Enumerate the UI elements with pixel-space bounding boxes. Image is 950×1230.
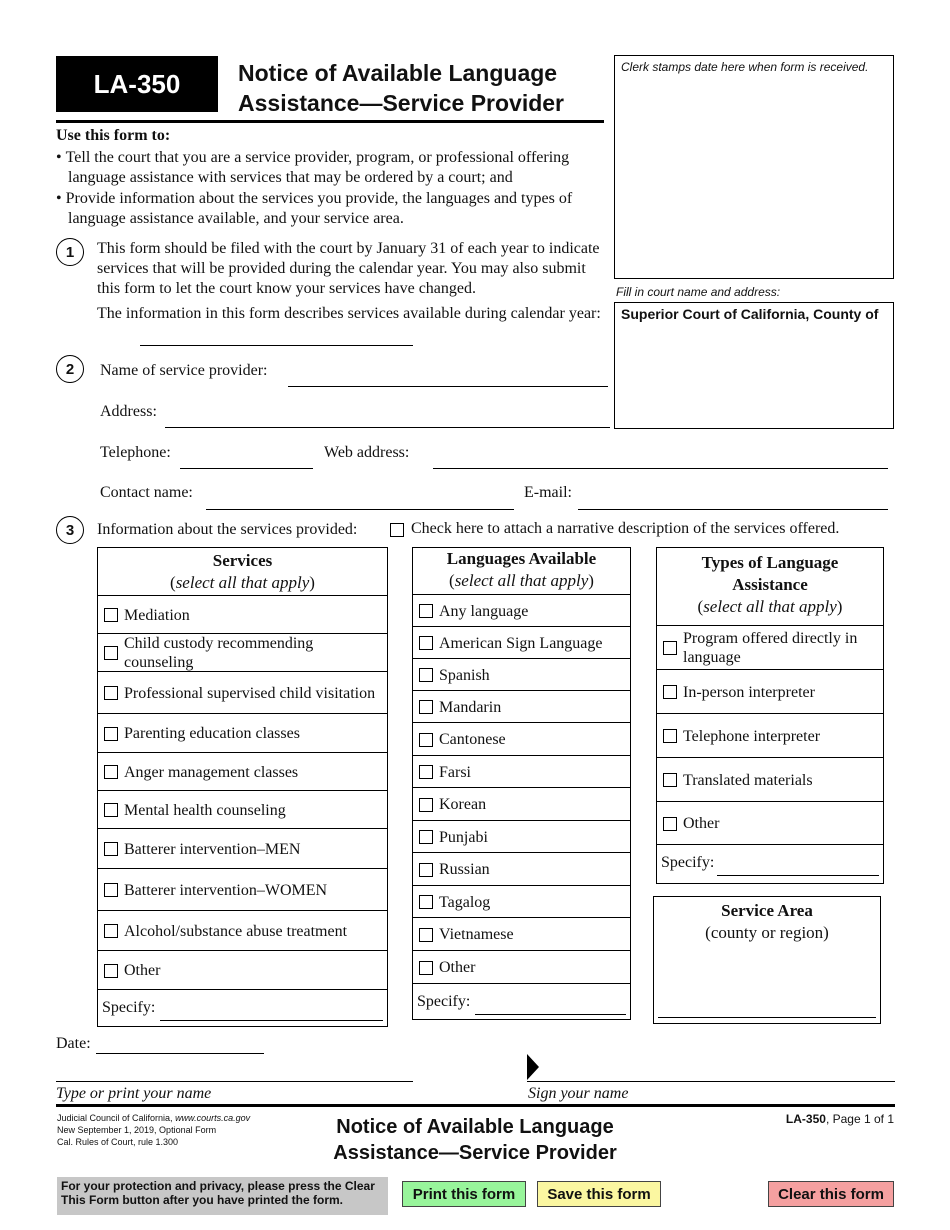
signature-caption: Sign your name [528, 1085, 629, 1102]
languages-checkbox[interactable] [419, 830, 433, 844]
item-2-number: 2 [56, 355, 84, 383]
services-checkbox[interactable] [104, 727, 118, 741]
services-checkbox[interactable] [104, 883, 118, 897]
services-checkbox[interactable] [104, 686, 118, 700]
title-divider [56, 120, 604, 123]
languages-checkbox[interactable] [419, 604, 433, 618]
services-row [98, 828, 387, 869]
print-name-input[interactable] [56, 1081, 413, 1082]
services-specify-input[interactable] [160, 1020, 383, 1021]
languages-row [413, 690, 630, 723]
footer-page: LA-350, Page 1 of 1 [785, 1112, 894, 1126]
languages-checkbox[interactable] [419, 765, 433, 779]
clerk-stamp-box [614, 55, 894, 279]
email-input[interactable] [578, 509, 888, 510]
services-row [98, 633, 387, 672]
types-specify-input[interactable] [717, 875, 879, 876]
signature-arrow-icon [527, 1054, 539, 1080]
types-option-label: Translated materials [683, 771, 813, 789]
footer-divider [56, 1104, 895, 1107]
languages-checkbox[interactable] [419, 961, 433, 975]
languages-checkbox[interactable] [419, 863, 433, 877]
languages-row [413, 658, 630, 691]
telephone-label: Telephone: [100, 444, 171, 461]
service-area-header: Service Area (county or region) [705, 901, 829, 942]
services-row [98, 713, 387, 753]
services-option-label: Mental health counseling [124, 801, 286, 819]
languages-option-label: Vietnamese [439, 926, 514, 943]
languages-checkbox[interactable] [419, 928, 433, 942]
types-row [657, 669, 883, 714]
address-input[interactable] [165, 427, 610, 428]
languages-checkbox[interactable] [419, 798, 433, 812]
services-row [98, 868, 387, 911]
services-row [98, 910, 387, 951]
services-header: Services (select all that apply) [170, 551, 315, 592]
languages-row [413, 594, 630, 627]
services-option-label: Professional supervised child visitation [124, 684, 376, 702]
services-checkbox[interactable] [104, 803, 118, 817]
languages-table [412, 547, 631, 1020]
services-option-label: Mediation [124, 606, 190, 624]
print-name-caption: Type or print your name [56, 1085, 212, 1102]
languages-option-label: Cantonese [439, 731, 506, 748]
languages-row [413, 820, 630, 853]
contact-name-input[interactable] [206, 509, 514, 510]
item-1-year-label: The information in this form describes services available during calendar year: [97, 305, 601, 322]
services-checkbox[interactable] [104, 608, 118, 622]
languages-row [413, 626, 630, 659]
types-table [656, 547, 884, 884]
web-address-input[interactable] [433, 468, 888, 469]
item-3-label: Information about the services provided: [97, 521, 358, 538]
services-option-label: Batterer intervention–WOMEN [124, 881, 328, 899]
languages-row [413, 787, 630, 821]
provider-name-label: Name of service provider: [100, 362, 268, 379]
languages-option-label: Tagalog [439, 893, 491, 911]
signature-input[interactable] [527, 1081, 895, 1082]
languages-option-label: American Sign Language [439, 634, 603, 652]
calendar-year-input[interactable] [140, 345, 413, 346]
services-option-label: Batterer intervention–MEN [124, 840, 301, 858]
telephone-input[interactable] [180, 468, 313, 469]
languages-header: Languages Available (select all that apply) [446, 549, 597, 590]
service-area-box [653, 896, 881, 1024]
languages-option-label: Any language [439, 602, 529, 620]
types-row [657, 625, 883, 670]
service-area-input[interactable] [658, 1017, 876, 1018]
languages-option-label: Punjabi [439, 828, 488, 846]
form-number-badge: LA-350 [56, 56, 218, 112]
languages-row [413, 950, 630, 984]
types-checkbox[interactable] [663, 641, 677, 655]
languages-row [413, 917, 630, 951]
clerk-note: Clerk stamps date here when form is received. [621, 60, 869, 74]
languages-specify-input[interactable] [475, 1014, 626, 1015]
types-checkbox[interactable] [663, 729, 677, 743]
types-option-label: Telephone interpreter [683, 727, 821, 745]
footer-title: Notice of Available Language Assistance—Service Provider [333, 1116, 617, 1164]
languages-specify-row [413, 983, 630, 1019]
types-specify-row [657, 844, 883, 883]
court-name-field[interactable] [614, 302, 894, 429]
save-form-button[interactable]: Save this form [537, 1181, 661, 1207]
services-row [98, 671, 387, 714]
clear-form-button[interactable]: Clear this form [768, 1181, 894, 1207]
types-header: Types of Language Assistance (select all that apply) [697, 553, 843, 616]
print-form-button[interactable]: Print this form [402, 1181, 526, 1207]
languages-option-label: Korean [439, 796, 487, 813]
languages-checkbox[interactable] [419, 895, 433, 909]
footer-info: Judicial Council of California, www.courts.ca.gov New September 1, 2019, Optional Form Cal. Rules of Court, rule 1.300 [57, 1113, 251, 1147]
intro-bullet-2: • Provide information about the services you provide, the languages and types of language assistance available, and your service area. [56, 190, 573, 227]
intro-bullet-1: • Tell the court that you are a service provider, program, or professional offering language assistance with services that may be ordered by a court; and [56, 149, 570, 186]
services-option-label: Other [124, 962, 161, 979]
services-row [98, 790, 387, 829]
services-row [98, 950, 387, 990]
email-label: E-mail: [524, 484, 572, 501]
item-1-number: 1 [56, 238, 84, 266]
narrative-checkbox[interactable] [390, 523, 404, 537]
types-option-label: In-person interpreter [683, 683, 815, 701]
types-checkbox[interactable] [663, 685, 677, 699]
item-3-number: 3 [56, 516, 84, 544]
services-table [97, 547, 388, 1027]
languages-row [413, 755, 630, 788]
services-row [98, 752, 387, 791]
services-option-label: Anger management classes [124, 763, 299, 781]
address-label: Address: [100, 403, 157, 420]
intro-heading: Use this form to: [56, 127, 171, 144]
contact-name-label: Contact name: [100, 484, 193, 501]
languages-option-label: Mandarin [439, 698, 502, 716]
date-input[interactable] [96, 1053, 264, 1054]
services-checkbox[interactable] [104, 964, 118, 978]
services-option-label: Alcohol/substance abuse treatment [124, 922, 348, 940]
services-specify-label: Specify: [102, 999, 156, 1016]
types-specify-label: Specify: [661, 854, 715, 871]
languages-option-label: Other [439, 959, 476, 976]
court-label: Fill in court name and address: [616, 285, 781, 299]
services-checkbox[interactable] [104, 646, 118, 660]
types-option-label: Other [683, 815, 720, 832]
services-option-label: Parenting education classes [124, 725, 300, 742]
languages-row [413, 722, 630, 756]
form-title: Notice of Available Language Assistance—Service Provider [238, 60, 565, 116]
languages-option-label: Farsi [439, 763, 471, 781]
languages-row [413, 885, 630, 918]
languages-checkbox[interactable] [419, 636, 433, 650]
languages-option-label: Spanish [439, 666, 490, 684]
date-label: Date: [56, 1035, 91, 1052]
types-option-label: Program offered directly in language [683, 630, 858, 666]
types-row [657, 713, 883, 758]
languages-specify-label: Specify: [417, 993, 471, 1010]
web-address-label: Web address: [324, 444, 410, 461]
services-option-label: Child custody recommending counseling [124, 635, 314, 671]
privacy-note: For your protection and privacy, please press the Clear This Form button after you have printed the form. [57, 1177, 388, 1215]
narrative-checkbox-label: Check here to attach a narrative description of the services offered. [411, 520, 840, 537]
languages-checkbox[interactable] [419, 733, 433, 747]
services-specify-row [98, 989, 387, 1026]
languages-checkbox[interactable] [419, 700, 433, 714]
languages-checkbox[interactable] [419, 668, 433, 682]
services-checkbox[interactable] [104, 765, 118, 779]
court-name: Superior Court of California, County of [621, 306, 879, 322]
types-row [657, 757, 883, 802]
types-checkbox[interactable] [663, 817, 677, 831]
item-1-text: This form should be filed with the court by January 31 of each year to indicate services that will be provided during the calendar year. You may also submit this form to let the court know your services have changed. [97, 240, 600, 297]
services-checkbox[interactable] [104, 842, 118, 856]
provider-name-input[interactable] [288, 386, 608, 387]
languages-option-label: Russian [439, 861, 490, 878]
languages-row [413, 852, 630, 886]
services-row [98, 595, 387, 634]
types-row [657, 801, 883, 845]
services-checkbox[interactable] [104, 924, 118, 938]
types-checkbox[interactable] [663, 773, 677, 787]
